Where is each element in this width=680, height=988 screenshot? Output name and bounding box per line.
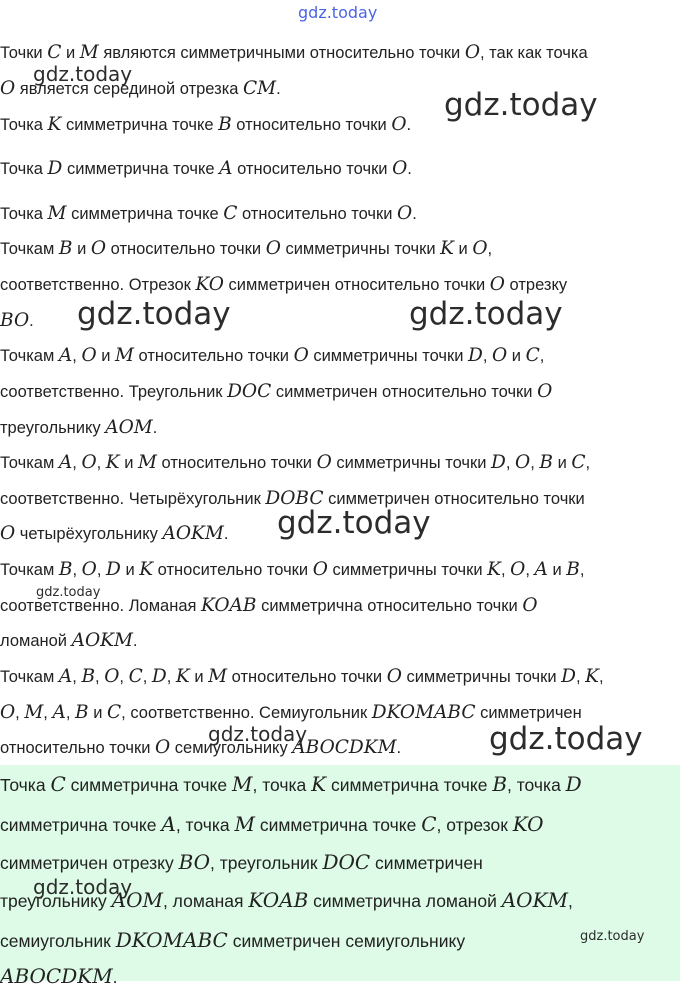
text-run: относительно точки (227, 668, 387, 686)
math-symbol: DKOMABC (371, 702, 476, 723)
text-run: ломаной (0, 632, 72, 650)
text-run: , (539, 347, 545, 365)
text-run: Точкам (0, 240, 59, 258)
math-symbol: A (58, 452, 73, 473)
math-symbol: O (0, 78, 16, 99)
math-symbol: C (47, 42, 62, 63)
text-run: , (568, 891, 573, 911)
math-symbol: O (155, 737, 171, 758)
watermark: gdz.today (33, 62, 133, 86)
text-run: симметрична точке (62, 160, 220, 178)
text-run: , треугольник (210, 853, 323, 873)
math-symbol: O (312, 559, 328, 580)
text-run: и (119, 454, 138, 472)
text-run: треугольнику (0, 891, 112, 911)
text-run: , (579, 561, 585, 579)
answer-line (0, 812, 544, 836)
math-symbol: BO (0, 310, 30, 331)
watermark: gdz.today (444, 87, 598, 123)
math-symbol: C (525, 345, 540, 366)
text-run: относительно точки (237, 205, 398, 223)
math-symbol: O (392, 158, 408, 179)
text-run: , (576, 668, 586, 686)
text-run: , (95, 668, 105, 686)
text-run: Точка (0, 160, 48, 178)
text-run: симметрична точке (61, 116, 219, 134)
text-run: симметричен относительно точки (323, 490, 585, 508)
text-run: , (96, 454, 106, 472)
math-symbol: A (161, 812, 176, 836)
text-run: , точка (507, 775, 566, 795)
math-symbol: O (90, 238, 107, 259)
text-line (0, 274, 567, 295)
text-run: симметрична точке (0, 815, 162, 835)
math-symbol: DOBC (265, 488, 324, 509)
math-symbol: ABOCDKM (292, 737, 397, 758)
text-run: симметрична относительно точки (256, 597, 523, 615)
text-run: симметричен относительно точки (271, 383, 538, 401)
math-symbol: M (138, 452, 157, 473)
math-symbol: C (50, 772, 66, 796)
text-line (0, 523, 228, 544)
text-run: симметрична точке (254, 815, 422, 835)
text-run: , так как точка (480, 44, 588, 62)
text-run: . (407, 160, 412, 178)
math-symbol: C (571, 452, 586, 473)
text-line (0, 345, 544, 366)
text-run: , (72, 668, 82, 686)
math-symbol: AOKM (162, 523, 224, 544)
watermark: gdz.today (77, 296, 231, 332)
math-symbol: AOM (111, 888, 163, 912)
text-run: и (453, 240, 473, 258)
watermark: gdz.today (298, 3, 378, 22)
text-run: и (507, 347, 526, 365)
text-run: , (585, 454, 591, 472)
answer-line (0, 928, 465, 952)
text-run: относительно точки (156, 454, 317, 472)
math-symbol: D (47, 158, 63, 179)
text-run: симметричен (370, 853, 483, 873)
text-run: Точкам (0, 347, 59, 365)
math-symbol: K (585, 666, 599, 687)
text-run: , (505, 454, 516, 472)
math-symbol: K (440, 238, 454, 259)
text-run: симметричен отрезку (0, 853, 179, 873)
math-symbol: A (58, 345, 73, 366)
math-symbol: O (537, 381, 553, 402)
text-run: , (65, 704, 76, 722)
text-run: , (530, 454, 540, 472)
watermark: gdz.today (33, 875, 133, 899)
math-symbol: KO (195, 274, 224, 295)
text-line (0, 630, 138, 651)
math-symbol: M (115, 345, 134, 366)
math-symbol: KO (512, 812, 544, 836)
text-run: относительно точки (232, 160, 393, 178)
text-line (0, 452, 590, 473)
text-run: симметричен семиугольнику (227, 931, 466, 951)
watermark: gdz.today (36, 585, 101, 600)
math-symbol: O (0, 523, 16, 544)
math-symbol: A (534, 559, 548, 580)
text-run: соответственно. Треугольник (0, 383, 228, 401)
math-symbol: KOAB (201, 595, 257, 616)
math-symbol: D (106, 559, 121, 580)
math-symbol: DKOMABC (115, 928, 228, 952)
text-run: , (43, 704, 53, 722)
watermark: gdz.today (489, 721, 643, 757)
math-symbol: A (219, 158, 233, 179)
text-run: соответственно. Ломаная (0, 597, 202, 615)
math-symbol: O (492, 345, 508, 366)
math-symbol: D (565, 772, 582, 796)
math-symbol: O (472, 238, 488, 259)
text-line (0, 737, 401, 758)
text-run: , отрезок (436, 815, 513, 835)
text-run: , (72, 561, 82, 579)
text-run: . (396, 739, 402, 757)
text-line (0, 42, 588, 63)
text-run: , (119, 668, 129, 686)
text-run: Точкам (0, 561, 59, 579)
math-symbol: O (81, 559, 97, 580)
math-symbol: A (52, 702, 66, 723)
math-symbol: B (218, 114, 232, 135)
text-line (0, 666, 604, 687)
text-line (0, 310, 34, 331)
watermark: gdz.today (580, 929, 645, 944)
math-symbol: DOC (322, 850, 371, 874)
text-run: являются симметричными относительно точки (98, 44, 465, 62)
math-symbol: O (316, 452, 332, 473)
math-symbol: O (515, 452, 531, 473)
text-run: Точка (0, 775, 51, 795)
text-run: симметричны точки (308, 347, 469, 365)
text-run: соответственно. Четырёхугольник (0, 490, 266, 508)
text-run: и (553, 454, 572, 472)
text-run: , (72, 454, 82, 472)
text-run: симметричны точки (280, 240, 441, 258)
answer-line (0, 850, 483, 874)
text-run: и (120, 561, 140, 579)
text-run: и (72, 240, 91, 258)
answer-line (0, 964, 118, 988)
text-line (0, 559, 584, 580)
text-line (0, 114, 411, 135)
text-run: , (142, 668, 152, 686)
text-run: , (487, 240, 493, 258)
text-run: треугольнику (0, 419, 106, 437)
text-run: четырёхугольнику (15, 525, 163, 543)
math-symbol: O (489, 274, 505, 295)
math-symbol: M (208, 666, 228, 687)
text-run: , ломаная (162, 891, 249, 911)
math-symbol: O (293, 345, 309, 366)
text-run: . (29, 312, 34, 330)
text-run: , соответственно. Семиугольник (121, 704, 372, 722)
text-run: . (276, 80, 281, 98)
math-symbol: D (561, 666, 576, 687)
text-run: , (166, 668, 176, 686)
text-run: . (152, 419, 158, 437)
text-run: симметрична ломаной (308, 891, 502, 911)
math-symbol: C (421, 812, 437, 836)
text-run: семиугольник (0, 931, 116, 951)
watermark: gdz.today (409, 296, 563, 332)
math-symbol: KOAB (248, 888, 309, 912)
text-run: и (189, 668, 209, 686)
text-line (0, 158, 412, 179)
text-line (0, 702, 582, 723)
text-run: , (72, 347, 82, 365)
math-symbol: AOKM (71, 630, 133, 651)
answer-box (0, 765, 680, 988)
text-run: симметрична точке (66, 205, 224, 223)
math-symbol: D (151, 666, 167, 687)
math-symbol: B (58, 238, 73, 259)
math-symbol: AOM (105, 417, 153, 438)
text-run: семиугольнику (170, 739, 293, 757)
text-run: симметрична точке (326, 775, 493, 795)
math-symbol: K (139, 559, 154, 580)
math-symbol: M (234, 812, 255, 836)
text-run: , (96, 561, 107, 579)
math-symbol: C (223, 203, 238, 224)
math-symbol: O (104, 666, 120, 687)
math-symbol: AOKM (501, 888, 568, 912)
math-symbol: ABOCDKM (0, 964, 113, 988)
math-symbol: O (0, 702, 16, 723)
math-symbol: C (128, 666, 143, 687)
math-symbol: B (492, 772, 508, 796)
math-symbol: M (79, 42, 99, 63)
math-symbol: O (386, 666, 402, 687)
text-run: относительно точки (231, 116, 392, 134)
text-run: . (112, 967, 118, 987)
text-line (0, 381, 552, 402)
text-run: симметричны точки (331, 454, 492, 472)
watermark: gdz.today (208, 722, 308, 746)
math-symbol: B (81, 666, 96, 687)
text-run: , точка (175, 815, 235, 835)
text-run: , (500, 561, 511, 579)
text-run: , (482, 347, 493, 365)
text-run: и (88, 704, 108, 722)
math-symbol: M (24, 702, 44, 723)
text-run: симметричен (475, 704, 582, 722)
text-run: , точка (252, 775, 312, 795)
text-run: симметрична точке (65, 775, 232, 795)
text-run: и (547, 561, 567, 579)
text-run: Точкам (0, 454, 59, 472)
text-run: относительно точки (153, 561, 313, 579)
math-symbol: D (468, 345, 483, 366)
math-symbol: O (81, 452, 97, 473)
watermark: gdz.today (277, 505, 431, 541)
text-run: и (96, 347, 115, 365)
math-symbol: K (487, 559, 501, 580)
text-run: Точка (0, 205, 48, 223)
math-symbol: O (81, 345, 97, 366)
text-run: относительно точки (133, 347, 294, 365)
math-symbol: CM (243, 78, 277, 99)
math-symbol: O (397, 203, 413, 224)
math-symbol: O (510, 559, 526, 580)
text-run: и (61, 44, 80, 62)
math-symbol: O (464, 42, 480, 63)
text-run: , (525, 561, 535, 579)
math-symbol: DOC (227, 381, 272, 402)
math-symbol: K (311, 772, 327, 796)
text-line (0, 203, 417, 224)
math-symbol: BO (178, 850, 211, 874)
text-run: . (223, 525, 229, 543)
math-symbol: B (75, 702, 89, 723)
text-run: отрезку (504, 276, 568, 294)
math-symbol: D (491, 452, 506, 473)
text-run: симметричны точки (401, 668, 562, 686)
text-run: относительно точки (0, 739, 156, 757)
math-symbol: M (47, 203, 67, 224)
math-symbol: B (58, 559, 73, 580)
text-run: является серединой отрезка (15, 80, 244, 98)
text-run: , (15, 704, 25, 722)
math-symbol: C (107, 702, 122, 723)
math-symbol: K (175, 666, 190, 687)
math-symbol: O (265, 238, 281, 259)
text-run: симметричен относительно точки (223, 276, 490, 294)
math-symbol: O (391, 114, 407, 135)
math-symbol: B (566, 559, 580, 580)
math-symbol: K (47, 114, 62, 135)
text-run: . (406, 116, 412, 134)
math-symbol: M (231, 772, 253, 796)
text-line (0, 238, 492, 259)
text-run: симметричны точки (327, 561, 488, 579)
math-symbol: A (58, 666, 73, 687)
text-run: Точки (0, 44, 48, 62)
text-run: относительно точки (106, 240, 266, 258)
text-run: соответственно. Отрезок (0, 276, 196, 294)
text-run: Точка (0, 116, 48, 134)
text-run: , (599, 668, 604, 686)
answer-line (0, 772, 582, 796)
text-run: Точкам (0, 668, 59, 686)
math-symbol: B (539, 452, 553, 473)
text-line (0, 417, 157, 438)
text-run: . (412, 205, 417, 223)
text-run: . (132, 632, 138, 650)
math-symbol: K (105, 452, 120, 473)
math-symbol: O (522, 595, 538, 616)
